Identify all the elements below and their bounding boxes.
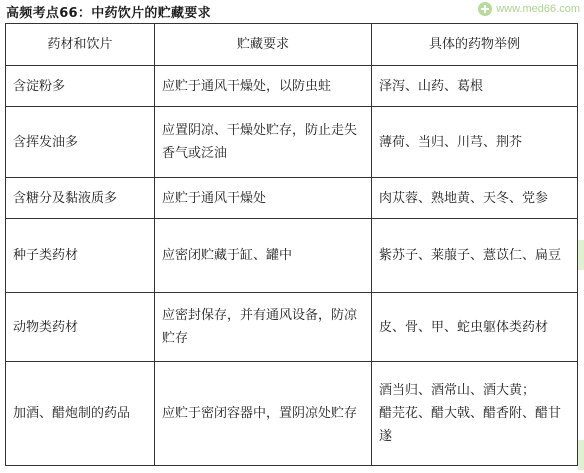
requirement-cell: 应贮于通风干燥处 bbox=[155, 178, 372, 219]
requirement-cell: 应置阴凉、干燥处贮存，防止走失香气或泛油 bbox=[155, 107, 372, 178]
material-cell: 动物类药材 bbox=[6, 293, 155, 362]
examples-cell bbox=[372, 293, 578, 362]
requirement-cell: 应贮于密闭容器中，置阴凉处贮存 bbox=[155, 362, 372, 466]
header-examples: 具体的药物举例 bbox=[372, 24, 578, 66]
storage-requirements-table bbox=[5, 23, 578, 466]
example-line: 泽泻、山药、葛根 bbox=[379, 78, 484, 94]
requirement-cell: 应密封保存，并有通风设备，防凉贮存 bbox=[155, 293, 372, 362]
examples-cell bbox=[372, 362, 578, 466]
page-title: 高频考点66：中药饮片的贮藏要求 bbox=[6, 6, 211, 21]
examples-cell bbox=[372, 219, 578, 293]
header-requirement: 贮藏要求 bbox=[155, 24, 372, 66]
side-watermark-mark bbox=[578, 440, 584, 470]
requirement-cell: 应贮于通风干燥处，以防虫蛀 bbox=[155, 66, 372, 107]
material-cell: 含糖分及黏液质多 bbox=[6, 178, 155, 219]
table-row bbox=[6, 107, 578, 178]
examples-cell bbox=[372, 178, 578, 219]
watermark-text: www.med66.com bbox=[496, 3, 580, 15]
example-line: 酒当归、酒常山、酒大黄； bbox=[379, 383, 536, 398]
example-line: 薄荷、当归、川芎、荆芥 bbox=[379, 134, 523, 150]
example-line: 紫苏子、莱菔子、薏苡仁、扁豆 bbox=[379, 248, 562, 263]
watermark bbox=[478, 0, 580, 18]
material-cell: 含挥发油多 bbox=[6, 107, 155, 178]
header-material: 药材和饮片 bbox=[6, 24, 155, 66]
table-row bbox=[6, 66, 578, 107]
table-row bbox=[6, 293, 578, 362]
table-header-row bbox=[6, 24, 578, 66]
table-row bbox=[6, 219, 578, 293]
side-watermark-mark bbox=[578, 240, 584, 270]
example-line: 皮、骨、甲、蛇虫躯体类药材 bbox=[379, 319, 549, 335]
material-cell: 加酒、醋炮制的药品 bbox=[6, 362, 155, 466]
table-row bbox=[6, 178, 578, 219]
requirement-cell: 应密闭贮藏于缸、罐中 bbox=[155, 219, 372, 293]
example-line: 醋芫花、醋大戟、醋香附、醋甘遂 bbox=[379, 406, 562, 444]
examples-cell bbox=[372, 66, 578, 107]
cross-logo-icon bbox=[478, 2, 492, 16]
table-row bbox=[6, 362, 578, 466]
examples-cell bbox=[372, 107, 578, 178]
example-line: 肉苁蓉、熟地黄、天冬、党参 bbox=[379, 190, 549, 206]
material-cell: 种子类药材 bbox=[6, 219, 155, 293]
material-cell: 含淀粉多 bbox=[6, 66, 155, 107]
